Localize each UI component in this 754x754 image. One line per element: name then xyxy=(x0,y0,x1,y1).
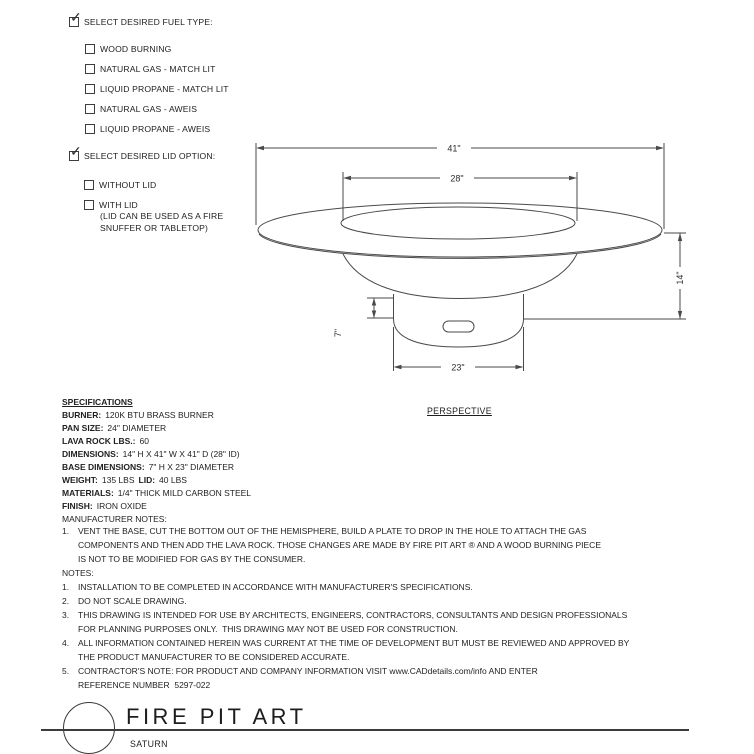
spec-value: IRON OXIDE xyxy=(96,501,147,511)
spec-row-pan-size xyxy=(62,422,255,435)
note-text: REFERENCE NUMBER 5297-022 xyxy=(78,680,211,690)
spec-row-finish xyxy=(62,500,255,513)
rim-thickness-edge xyxy=(259,234,661,258)
note-text: INSTALLATION TO BE COMPLETED IN ACCORDANCE WITH MANUFACTURER'S SPECIFICATIONS. xyxy=(78,582,473,592)
option-label: WITHOUT LID xyxy=(99,180,157,190)
manufacturer-notes-block xyxy=(62,524,601,566)
spec-label: WEIGHT: xyxy=(62,475,98,485)
perspective-view-label: PERSPECTIVE xyxy=(427,406,492,416)
note-line xyxy=(62,622,629,636)
spec-value: 40 LBS xyxy=(159,475,187,485)
option-label: WOOD BURNING xyxy=(100,44,172,54)
hemisphere-path xyxy=(343,254,577,299)
note-number: 4. xyxy=(62,638,70,648)
dim-inner-diameter xyxy=(343,172,577,221)
spec-value: 60 xyxy=(139,436,149,446)
notes-heading: NOTES: xyxy=(62,568,94,578)
note-line xyxy=(62,636,629,650)
manufacturer-note-line xyxy=(62,552,601,566)
spec-row-materials xyxy=(62,487,255,500)
spec-label: BASE DIMENSIONS: xyxy=(62,462,145,472)
option-label: WITH LID xyxy=(99,200,138,210)
note-line xyxy=(62,594,629,608)
note-text: ALL INFORMATION CONTAINED HEREIN WAS CURRENT AT THE TIME OF DEVELOPMENT BUT MUST BE REVIEWED AND APPROVED BY xyxy=(78,638,630,648)
option-label: LIQUID PROPANE - AWEIS xyxy=(100,124,211,134)
spec-value: 24" DIAMETER xyxy=(107,423,167,433)
note-line xyxy=(62,650,629,664)
dim-base-diameter-label: 23" xyxy=(451,362,465,373)
spec-label: MATERIALS: xyxy=(62,488,114,498)
model-name: SATURN xyxy=(130,739,168,749)
spec-value: 14" H X 41" W X 41" D (28" ID) xyxy=(122,449,240,459)
with-lid-note-line1: (LID CAN BE USED AS A FIRE xyxy=(100,211,224,221)
option-label: NATURAL GAS - AWEIS xyxy=(100,104,198,114)
note-text: FOR PLANNING PURPOSES ONLY. THIS DRAWING MAY NOT BE USED FOR CONSTRUCTION. xyxy=(78,624,458,634)
specifications-title: SPECIFICATIONS xyxy=(62,397,133,407)
dim-overall-height xyxy=(524,233,687,319)
manufacturer-note-line xyxy=(62,524,601,538)
dim-overall-width xyxy=(256,143,664,229)
note-line xyxy=(62,678,629,692)
note-number: 2. xyxy=(62,596,70,606)
spec-row-weight xyxy=(62,474,255,487)
note-number: 1. xyxy=(62,526,70,536)
spec-label: LAVA ROCK LBS.: xyxy=(62,436,136,446)
rim-ellipse xyxy=(258,203,662,257)
spec-label: PAN SIZE: xyxy=(62,423,104,433)
lid-section-title: SELECT DESIRED LID OPTION: xyxy=(84,151,216,161)
brand-logo-circle xyxy=(63,702,115,754)
note-text: CONTRACTOR'S NOTE: FOR PRODUCT AND COMPANY INFORMATION VISIT www.CADdetails.com/info AND ENTER xyxy=(78,666,538,676)
note-text: THIS DRAWING IS INTENDED FOR USE BY ARCHITECTS, ENGINEERS, CONTRACTORS, CONSULTANTS AND DESIGN PROFESSIONALS xyxy=(78,610,628,620)
handle-slot xyxy=(443,321,474,332)
spec-row-lava-rock xyxy=(62,435,255,448)
note-line xyxy=(62,580,629,594)
note-number: 3. xyxy=(62,610,70,620)
specifications-block xyxy=(62,396,255,526)
fuel-section-title: SELECT DESIRED FUEL TYPE: xyxy=(84,17,213,27)
bowl-opening-ellipse xyxy=(341,207,575,239)
dim-inner-diameter-label: 28" xyxy=(450,173,464,184)
spec-value: 1/4" THICK MILD CARBON STEEL xyxy=(117,488,252,498)
checkmark-icon: ✓ xyxy=(70,9,82,25)
brand-name: FIRE PIT ART xyxy=(126,704,307,729)
dim-base-height-label: 7" xyxy=(333,328,343,338)
dim-base-diameter xyxy=(394,327,524,372)
option-label: NATURAL GAS - MATCH LIT xyxy=(100,64,216,74)
dim-base-height xyxy=(333,298,393,337)
option-label: LIQUID PROPANE - MATCH LIT xyxy=(100,84,229,94)
manufacturer-notes-heading: MANUFACTURER NOTES: xyxy=(62,514,167,524)
spec-row-base-dimensions xyxy=(62,461,255,474)
spec-label: FINISH: xyxy=(62,501,93,511)
note-text: COMPONENTS AND THEN ADD THE LAVA ROCK. THOSE CHANGES ARE MADE BY FIRE PIT ART ® AND A WOOD BURNING PIECE xyxy=(78,540,601,550)
dim-overall-height-label: 14" xyxy=(675,271,685,285)
spec-label: DIMENSIONS: xyxy=(62,449,119,459)
checkmark-icon: ✓ xyxy=(70,143,82,159)
with-lid-note-line2: SNUFFER OR TABLETOP) xyxy=(100,223,209,233)
notes-block xyxy=(62,566,629,692)
spec-value: 7" H X 23" DIAMETER xyxy=(148,462,235,472)
specifications-title-line xyxy=(62,396,255,409)
dim-overall-width-label: 41" xyxy=(447,143,461,154)
spec-value: 135 LBS xyxy=(101,475,135,485)
note-line xyxy=(62,664,629,678)
note-text: DO NOT SCALE DRAWING. xyxy=(78,596,187,606)
spec-row-dimensions xyxy=(62,448,255,461)
spec-row-burner xyxy=(62,409,255,422)
spec-value: 120K BTU BRASS BURNER xyxy=(105,410,214,420)
manufacturer-note-line xyxy=(62,538,601,552)
spec-label: BURNER: xyxy=(62,410,102,420)
note-number: 1. xyxy=(62,582,70,592)
note-number: 5. xyxy=(62,666,70,676)
note-text: VENT THE BASE, CUT THE BOTTOM OUT OF THE HEMISPHERE, BUILD A PLATE TO DROP IN THE HOLE TO ATTACH THE GAS xyxy=(78,526,587,536)
spec-label: LID: xyxy=(138,475,156,485)
note-text: THE PRODUCT MANUFACTURER TO BE CONSIDERED ACCURATE. xyxy=(78,652,350,662)
note-line xyxy=(62,608,629,622)
note-text: IS NOT TO BE MODIFIED FOR GAS BY THE CONSUMER. xyxy=(78,554,306,564)
